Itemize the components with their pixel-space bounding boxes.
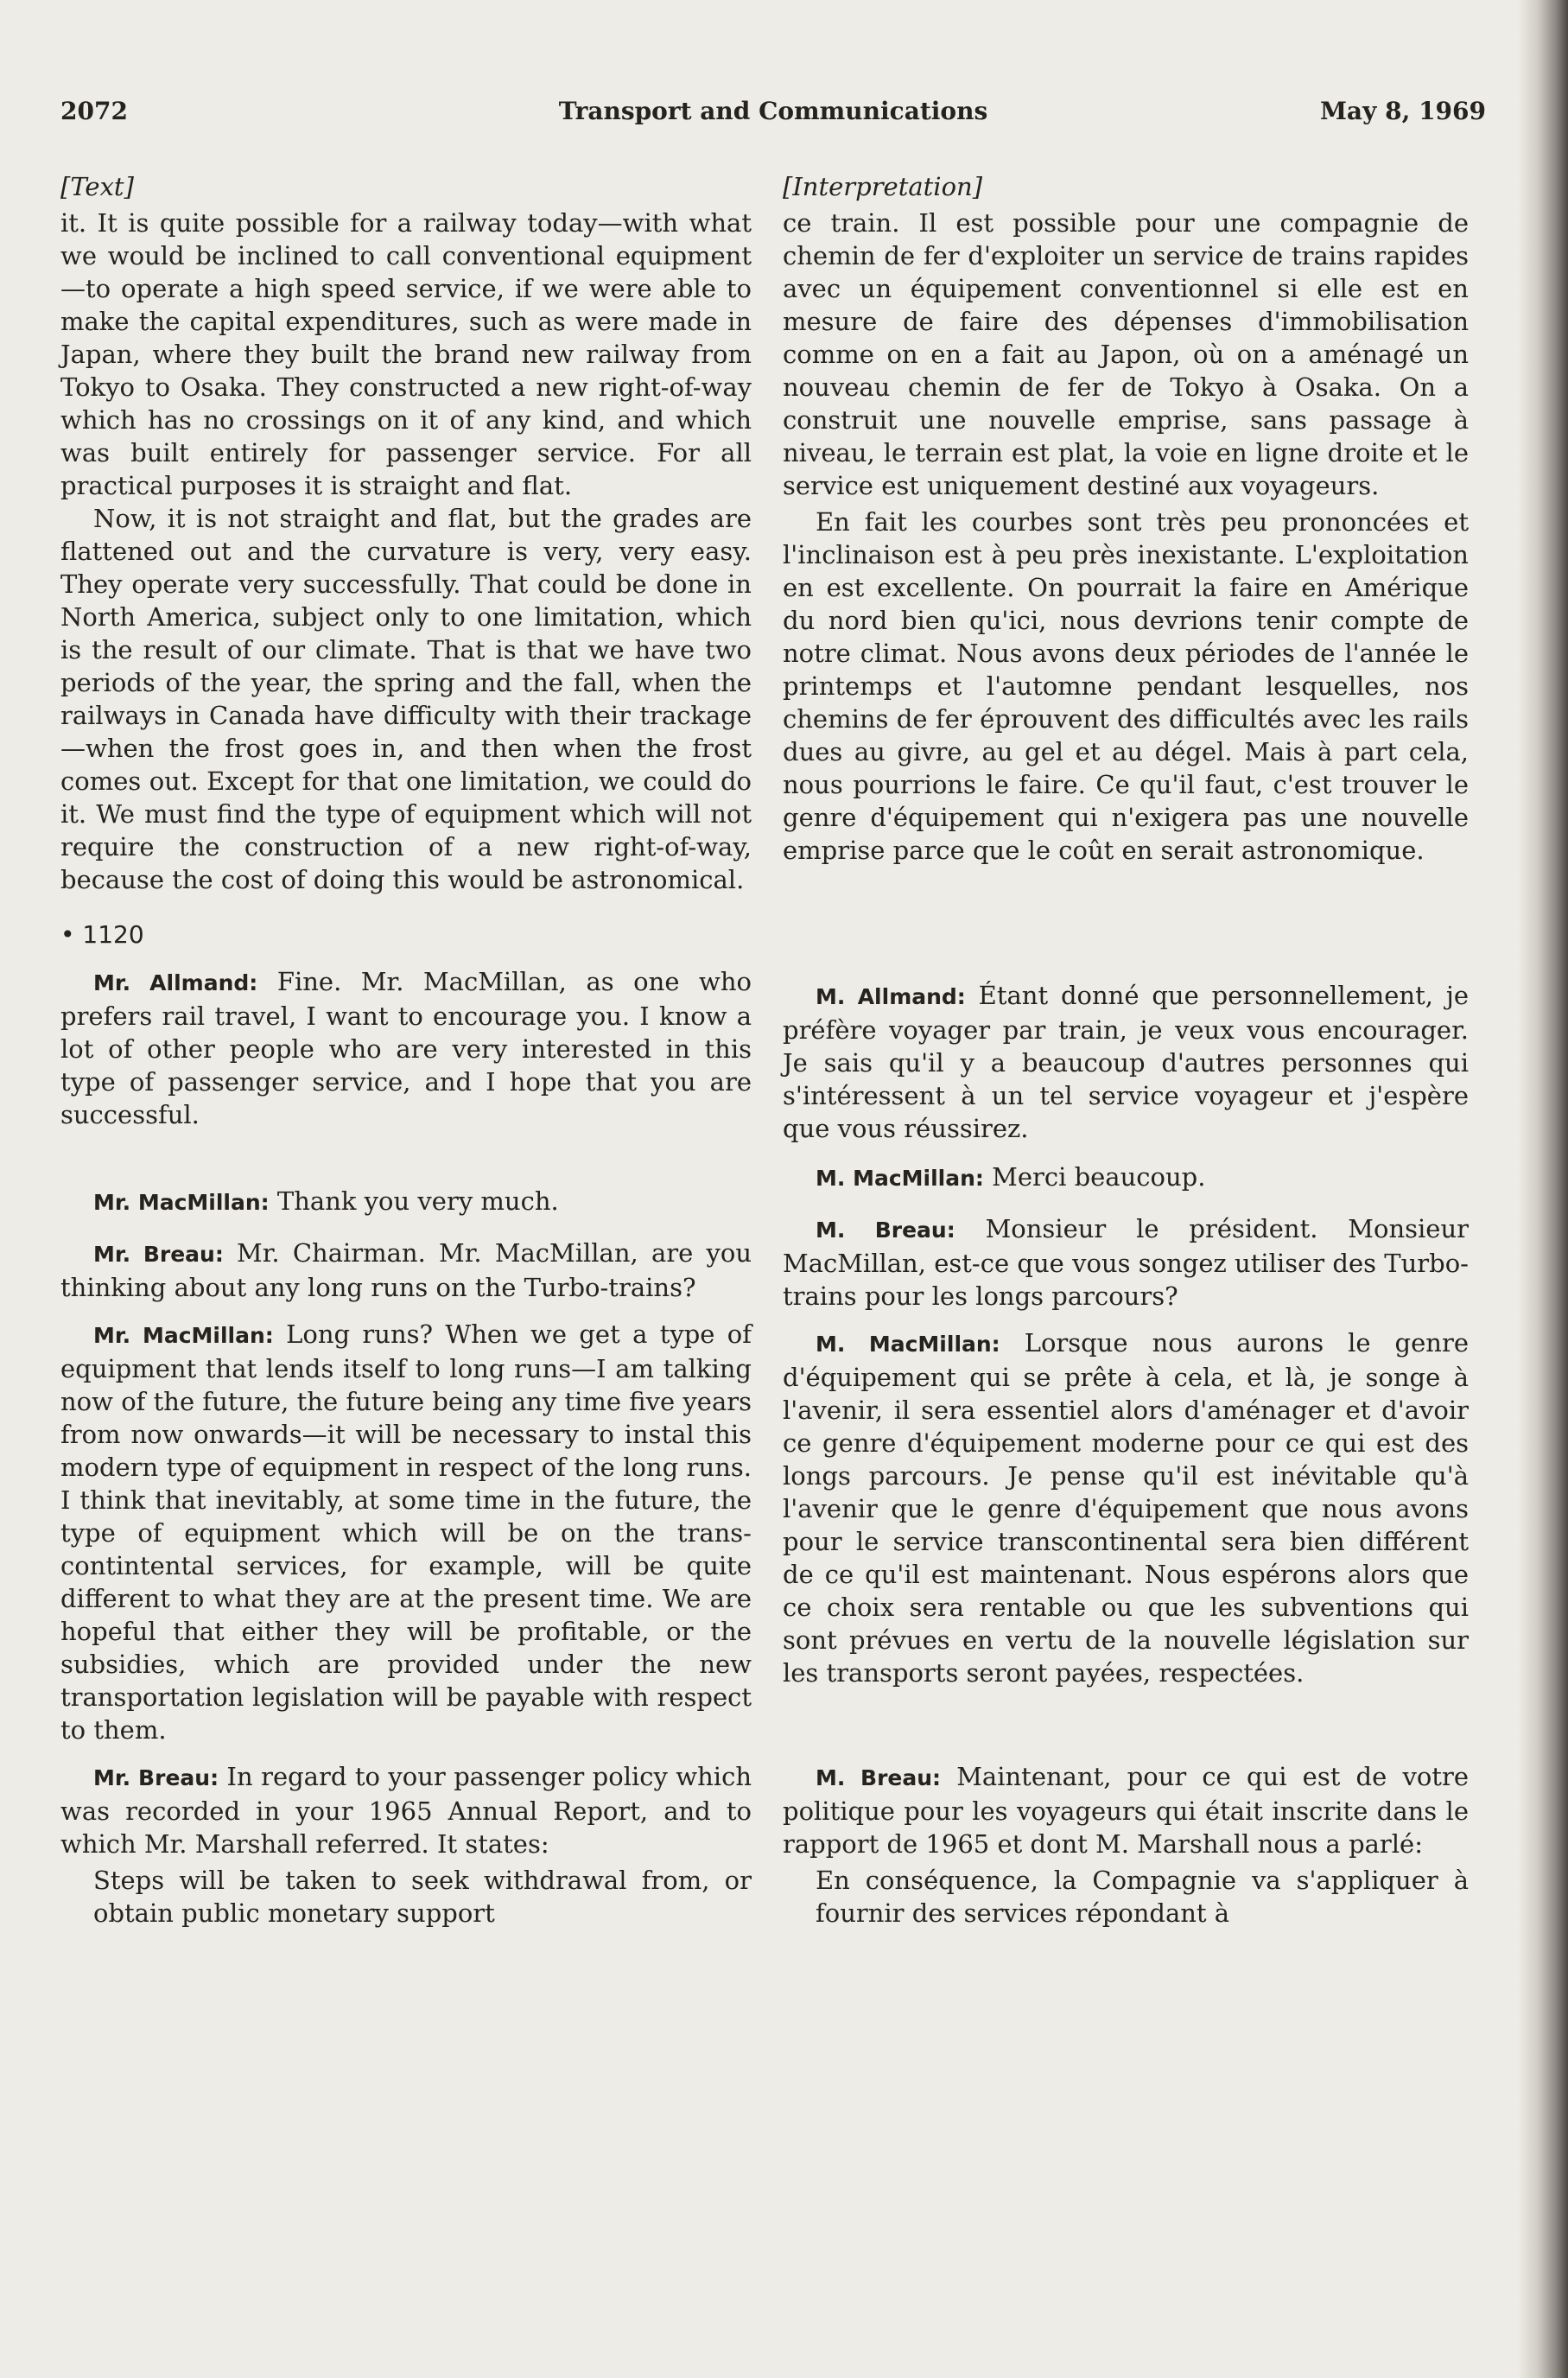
statement-text: Maintenant, pour ce qui est de votre politique pour les voyageurs qui était inscrite dans le rapport de 1965 et dont M. Marshall nous a parlé: [783, 1762, 1469, 1859]
statement-text: Thank you very much. [269, 1186, 559, 1216]
english-column [60, 171, 752, 1930]
english-breau-question-1 [60, 1237, 752, 1304]
english-quote: Steps will be taken to seek withdrawal from, or obtain public monetary support [93, 1866, 752, 1928]
english-allmand-statement [60, 965, 752, 1131]
statement-text: Fine. Mr. MacMillan, as one who prefers rail travel, I want to encourage you. I know a lot of other people who are very interested in this type of passenger service, and I hope that you are successful. [60, 967, 752, 1129]
french-macmillan-reply-2 [783, 1326, 1469, 1689]
speaker-name: Mr. Breau: [93, 1765, 219, 1790]
english-paragraph-2: Now, it is not straight and flat, but the grades are flattened out and the curvature is very, very easy. They operate very successfully. That could be done in North America, subject only to one limitation, which is the result of our climate. That is that we have two periods of the year, the spring and the fall, when the railways in Canada have difficulty with their trackage—when the frost goes in, and then when the frost comes out. Except for that one limitation, we could do it. We must find the type of equipment which will not require the construction of a new right-of-way, because the cost of doing this would be astronomical. [60, 504, 752, 894]
statement-text: Monsieur le président. Monsieur MacMillan, est-ce que vous songez utiliser des Turbo-trains pour les longs parcours? [783, 1214, 1469, 1311]
running-title: Transport and Communications [558, 97, 988, 125]
french-paragraph-1: ce train. Il est possible pour une compagnie de chemin de fer d'exploiter un service de trains rapides avec un équipement conventionnel si elle est en mesure de faire des dépenses d'immobilisation comme on en a fait au Japon, où on a aménagé un nouveau chemin de fer de Tokyo à Osaka. On a construit une nouvelle emprise, sans passage à niveau, le terrain est plat, la voie en ligne droite et le service est uniquement destiné aux voyageurs. [783, 208, 1469, 500]
page-header [60, 97, 1486, 140]
french-breau-question-2 [783, 1760, 1469, 1860]
speaker-name: M. MacMillan: [816, 1332, 1000, 1357]
page-number: 2072 [60, 97, 128, 125]
statement-text: Long runs? When we get a type of equipment that lends itself to long runs—I am talking now of the future, the future being any time five years from now onwards—it will be necessary to instal this modern type of equipment in respect of the long runs. I think that inevitably, at some time in the future, the type of equipment which will be on the trans-contintental services, for example, will be quite different to what they are at the present time. We are hopeful that either they will be profitable, or the subsidies, which are provided under the new transportation legislation will be payable with respect to them. [60, 1319, 752, 1745]
french-breau-question-1 [783, 1212, 1469, 1313]
statement-text: In regard to your passenger policy which was recorded in your 1965 Annual Report, and to which Mr. Marshall referred. It states: [60, 1762, 752, 1859]
speaker-name: Mr. Allmand: [93, 970, 258, 995]
speaker-name: Mr. MacMillan: [93, 1323, 274, 1348]
speaker-name: M. Allmand: [816, 984, 966, 1009]
french-macmillan-reply-1 [783, 1160, 1469, 1195]
statement-text: Étant donné que personnellement, je préfère voyager par train, je veux vous encourager. Je sais qu'il y a beaucoup d'autres personnes qui s'intéressent à un tel service voyageur et j'espère que vous réussirez. [783, 981, 1469, 1143]
page-binding-shadow [1518, 0, 1568, 2378]
statement-text: Lorsque nous aurons le genre d'équipement qui se prête à cela, et là, je songe à l'avenir, il sera essentiel alors d'aménager et d'avoir ce genre d'équipement moderne pour ce qui est des longs parcours. Je pense qu'il est inévitable qu'à l'avenir que le genre d'équipement que nous avons pour le service transcontinental sera bien différent de ce qu'il est maintenant. Nous espérons alors que ce choix sera rentable ou que les subventions qui sont prévues en vertu de la nouvelle législation sur les transports seront payées, respectées. [783, 1328, 1469, 1688]
english-macmillan-reply-1 [60, 1185, 752, 1219]
speaker-name: M. Breau: [816, 1218, 955, 1243]
french-allmand-statement [783, 979, 1469, 1145]
speaker-name: Mr. Breau: [93, 1242, 224, 1267]
page-date: May 8, 1969 [1319, 97, 1486, 125]
speaker-name: Mr. MacMillan: [93, 1190, 270, 1215]
english-macmillan-reply-2 [60, 1318, 752, 1746]
english-breau-question-2 [60, 1760, 752, 1860]
interpretation-tag: [Interpretation] [783, 172, 983, 201]
speaker-name: M. Breau: [816, 1765, 942, 1790]
section-marker: • 1120 [60, 920, 144, 949]
french-paragraph-2: En fait les courbes sont très peu prononcées et l'inclinaison est à peu près inexistante. L'exploitation en est excellente. On pourrait la faire en Amérique du nord bien qu'ici, nous devrions tenir compte de notre climat. Nous avons deux périodes de l'année le printemps et l'automne pendant lesquelles, nos chemins de fer éprouvent des difficultés avec les rails dues au givre, au gel et au dégel. Mais à part cela, nous pourrions le faire. Ce qu'il faut, c'est trouver le genre d'équipement qui n'exigera pas une nouvelle emprise parce que le coût en serait astronomique. [783, 507, 1469, 865]
english-paragraph-1: it. It is quite possible for a railway today—with what we would be inclined to call conventional equipment—to operate a high speed service, if we were able to make the capital expenditures, such as were made in Japan, where they built the brand new railway from Tokyo to Osaka. They constructed a new right-of-way which has no crossings on it of any kind, and which was built entirely for passenger service. For all practical purposes it is straight and flat. [60, 208, 752, 500]
statement-text: Mr. Chairman. Mr. MacMillan, are you thinking about any long runs on the Turbo-trains? [60, 1238, 752, 1302]
speaker-name: M. MacMillan: [816, 1166, 984, 1191]
text-tag: [Text] [60, 172, 134, 201]
french-quote: En conséquence, la Compagnie va s'appliquer à fournir des services répondant à [816, 1866, 1469, 1928]
statement-text: Merci beaucoup. [983, 1162, 1206, 1192]
french-column [783, 171, 1469, 1930]
